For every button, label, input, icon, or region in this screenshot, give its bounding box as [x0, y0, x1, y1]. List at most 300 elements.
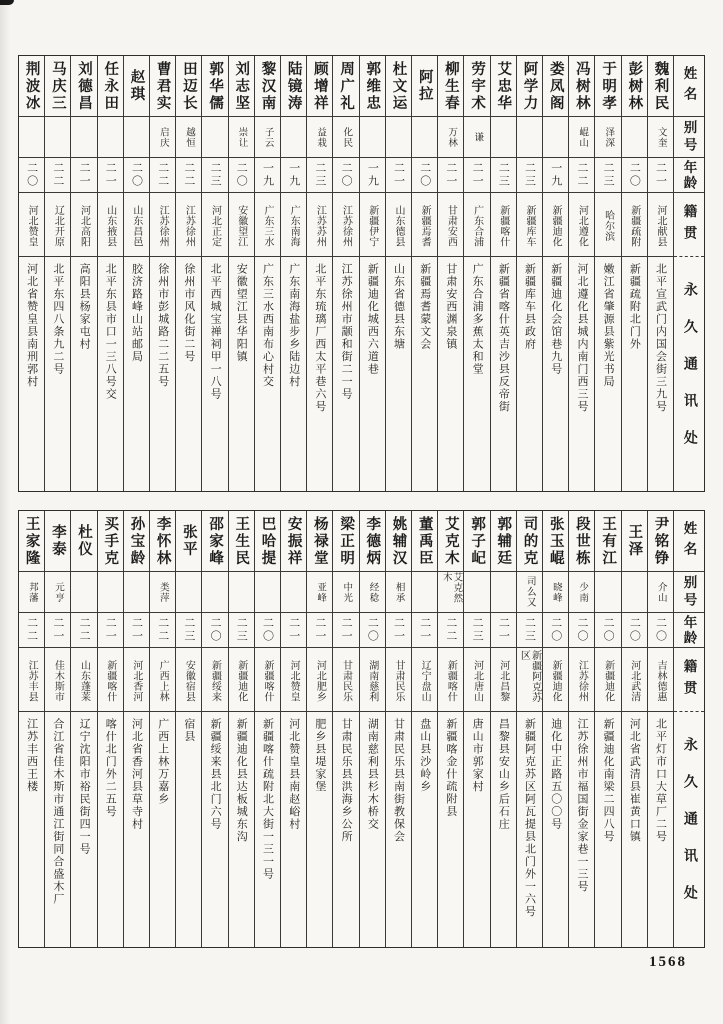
origin-cell [202, 193, 227, 257]
person-address: 江苏徐州市颛和街二一号 [340, 263, 353, 401]
person-age: 二〇 [130, 162, 143, 188]
address-cell [71, 257, 96, 491]
entry-column [594, 511, 620, 947]
person-alias: 崐山 [577, 126, 588, 148]
entry-column [123, 511, 149, 947]
age-cell [569, 613, 594, 648]
age-cell [176, 158, 201, 193]
person-address: 广西上林万嘉乡 [156, 718, 169, 806]
address-cell [255, 712, 280, 947]
age-cell [98, 158, 123, 193]
address-cell [517, 712, 542, 947]
person-address: 江苏徐州市福国街金家巷一三号 [575, 718, 588, 893]
header-column [673, 56, 704, 491]
person-name: 张平 [180, 524, 197, 558]
person-address: 安徽望江县华阳镇 [235, 263, 248, 363]
entry-column [621, 511, 647, 947]
address-cell [98, 257, 123, 491]
person-name: 董禹臣 [416, 515, 433, 567]
person-name: 王家隆 [23, 515, 40, 567]
origin-cell [19, 648, 44, 712]
person-age: 二一 [130, 617, 143, 643]
person-name: 阿拉 [416, 69, 433, 103]
person-address: 新疆喀什疏附北大街一三一号 [261, 718, 274, 881]
name-cell [648, 56, 673, 117]
person-age: 二〇 [340, 162, 353, 188]
person-address: 宿县 [182, 718, 195, 743]
person-origin: 新疆迪化 [550, 659, 562, 702]
person-address: 新疆省喀什英吉沙县反帝街 [497, 263, 510, 413]
name-cell [464, 56, 489, 117]
alias-cell [648, 572, 673, 613]
alias-cell [543, 572, 568, 613]
person-alias: 万林 [446, 126, 457, 148]
origin-cell [595, 193, 620, 257]
person-address: 山东省德县东塘 [392, 263, 405, 351]
alias-cell [150, 572, 175, 613]
person-name: 于明孝 [600, 60, 617, 112]
person-age: 一九 [549, 162, 562, 188]
alias-cell [202, 117, 227, 158]
person-address: 河北省武清县崔黄口镇 [628, 718, 641, 843]
person-alias: 元亨 [53, 581, 64, 603]
age-cell [464, 613, 489, 648]
person-address: 徐州市风化街二号 [182, 263, 195, 363]
person-age: 二〇 [549, 617, 562, 643]
alias-cell [71, 572, 96, 613]
person-age: 二一 [471, 162, 484, 188]
person-name: 顾增祥 [311, 60, 328, 112]
entry-column [19, 511, 44, 947]
person-origin: 新疆迪化 [550, 204, 562, 247]
person-age: 二二 [575, 162, 588, 188]
origin-cell [45, 193, 70, 257]
age-cell [595, 613, 620, 648]
person-origin: 新疆喀什 [261, 659, 273, 702]
person-name: 尹铭铮 [652, 515, 669, 567]
name-cell [176, 511, 201, 572]
person-age: 二三 [471, 617, 484, 643]
origin-cell [150, 648, 175, 712]
header-address-label: 永久通讯处 [681, 281, 697, 467]
alias-cell [464, 572, 489, 613]
name-cell [569, 56, 594, 117]
name-cell [45, 511, 70, 572]
origin-cell [124, 193, 149, 257]
alias-cell [19, 572, 44, 613]
scan-edge-shadow [0, 0, 10, 1024]
age-cell [543, 613, 568, 648]
name-cell [438, 56, 463, 117]
age-cell [71, 613, 96, 648]
name-cell [360, 511, 385, 572]
person-address: 北平东琉璃厂西太平巷六号 [313, 263, 326, 413]
age-cell [202, 158, 227, 193]
header-address-label: 永久通讯处 [681, 737, 697, 922]
age-cell [517, 158, 542, 193]
person-alias: 类萍 [157, 581, 168, 603]
origin-cell [202, 648, 227, 712]
person-age: 二三 [602, 162, 615, 188]
address-cell [386, 712, 411, 947]
name-cell [71, 511, 96, 572]
entry-column [490, 511, 516, 947]
person-name: 阿学力 [521, 60, 538, 112]
person-address: 高阳县杨家屯村 [78, 263, 91, 351]
address-cell [386, 257, 411, 491]
person-name: 刘志坚 [233, 60, 250, 112]
origin-cell [176, 648, 201, 712]
name-cell [255, 511, 280, 572]
person-address: 江苏丰西王楼 [25, 718, 38, 793]
address-cell [595, 712, 620, 947]
person-alias: 子云 [262, 126, 273, 148]
person-origin: 新疆伊宁 [366, 204, 378, 247]
person-name: 黎汉南 [259, 60, 276, 112]
age-cell [45, 158, 70, 193]
entry-column [647, 56, 673, 491]
name-cell [464, 511, 489, 572]
person-name: 邵家峰 [207, 515, 224, 567]
header-age-cell [674, 158, 704, 193]
name-cell [124, 511, 149, 572]
origin-cell [464, 193, 489, 257]
name-cell [307, 511, 332, 572]
origin-cell [281, 648, 306, 712]
age-cell [333, 158, 358, 193]
person-alias: 启庆 [157, 126, 168, 148]
person-origin: 河北武清 [628, 659, 640, 702]
name-cell [386, 56, 411, 117]
age-cell [595, 158, 620, 193]
entry-column [332, 511, 358, 947]
entry-column [437, 56, 463, 491]
address-cell [412, 712, 437, 947]
entry-column [19, 56, 44, 491]
person-age: 二二 [444, 617, 457, 643]
person-alias: 谦 [472, 131, 483, 143]
person-age: 二三 [182, 617, 195, 643]
address-cell [19, 712, 44, 947]
person-name: 孙宝龄 [128, 515, 145, 567]
origin-cell [360, 193, 385, 257]
person-name: 梁正明 [338, 515, 355, 567]
person-name: 安振祥 [285, 515, 302, 567]
person-address: 甘肃民乐县南街教保会 [392, 718, 405, 843]
person-origin: 山东德县 [392, 204, 404, 247]
entry-column [175, 511, 201, 947]
entry-column [280, 56, 306, 491]
person-alias: 邦藩 [26, 581, 37, 603]
origin-cell [19, 193, 44, 257]
address-cell [124, 712, 149, 947]
alias-cell [281, 117, 306, 158]
entry-column [542, 511, 568, 947]
person-origin: 江苏徐州 [183, 204, 195, 247]
person-origin: 湖南慈利 [366, 659, 378, 702]
address-cell [543, 712, 568, 947]
address-cell [307, 712, 332, 947]
age-cell [281, 158, 306, 193]
address-cell [569, 712, 594, 947]
person-name: 杜文运 [390, 60, 407, 112]
entry-column [44, 56, 70, 491]
origin-cell [229, 648, 254, 712]
person-name: 彭树林 [626, 60, 643, 112]
person-origin: 新疆喀什 [445, 659, 457, 702]
person-age: 二〇 [235, 162, 248, 188]
name-cell [150, 56, 175, 117]
alias-cell [595, 572, 620, 613]
address-cell [150, 257, 175, 491]
person-origin: 新疆迪化 [235, 659, 247, 702]
person-age: 二二 [182, 162, 195, 188]
name-cell [622, 56, 647, 117]
origin-cell [491, 648, 516, 712]
address-cell [307, 257, 332, 491]
person-name: 段世栋 [573, 515, 590, 567]
alias-cell [124, 572, 149, 613]
page-number: 1568 [649, 954, 687, 970]
address-cell [491, 712, 516, 947]
age-cell [229, 613, 254, 648]
person-name: 冯树林 [573, 60, 590, 112]
person-address: 辽宁沈阳市裕民街四一号 [78, 718, 91, 856]
origin-cell [386, 193, 411, 257]
age-cell [360, 158, 385, 193]
person-age: 二一 [51, 617, 64, 643]
person-name: 买手克 [102, 515, 119, 567]
header-address-cell [674, 257, 704, 491]
origin-cell [569, 193, 594, 257]
alias-cell [281, 572, 306, 613]
name-cell [595, 511, 620, 572]
alias-cell [491, 117, 516, 158]
header-alias-label: 别号 [681, 119, 697, 155]
alias-cell [71, 117, 96, 158]
address-cell [176, 712, 201, 947]
person-address: 徐州市彭城路二二五号 [156, 263, 169, 388]
entry-column [516, 511, 542, 947]
entry-column [228, 511, 254, 947]
name-cell [71, 56, 96, 117]
person-name: 王有江 [600, 515, 617, 567]
age-cell [19, 613, 44, 648]
person-name: 李怀林 [154, 515, 171, 567]
name-cell [281, 56, 306, 117]
person-address: 甘肃民乐县洪海乡公所 [340, 718, 353, 843]
origin-cell [648, 648, 673, 712]
age-cell [412, 158, 437, 193]
name-cell [307, 56, 332, 117]
person-origin: 新疆绥来 [209, 659, 221, 702]
person-alias: 相承 [393, 581, 404, 603]
person-address: 迪化中正路五〇〇号 [549, 718, 562, 831]
person-age: 二二 [156, 617, 169, 643]
age-cell [491, 613, 516, 648]
person-alias: 益栽 [315, 126, 326, 148]
person-address: 北平灯市口大草厂二号 [654, 718, 667, 843]
name-cell [517, 56, 542, 117]
header-name-label: 姓名 [681, 520, 697, 562]
person-address: 甘肃安西渊泉镇 [444, 263, 457, 351]
person-age: 二〇 [602, 617, 615, 643]
person-origin: 辽宁盘山 [419, 659, 431, 702]
person-origin: 哈尔滨 [602, 209, 614, 242]
entry-column [490, 56, 516, 491]
age-cell [176, 613, 201, 648]
person-alias: 晓峰 [550, 581, 561, 603]
person-alias: 越恒 [184, 126, 195, 148]
origin-cell [307, 648, 332, 712]
origin-cell [622, 193, 647, 257]
age-cell [124, 613, 149, 648]
header-origin-cell [674, 193, 704, 257]
person-address: 新疆迪化城西六道巷 [366, 263, 379, 376]
alias-cell [333, 572, 358, 613]
address-cell [464, 712, 489, 947]
entry-column [44, 511, 70, 947]
name-cell [281, 511, 306, 572]
age-cell [464, 158, 489, 193]
age-cell [307, 613, 332, 648]
alias-cell [255, 117, 280, 158]
person-alias: 经稔 [367, 581, 378, 603]
person-alias: 崇让 [236, 126, 247, 148]
person-name: 荆波冰 [23, 60, 40, 112]
person-address: 北平西城宝禅祠甲一八号 [209, 263, 222, 401]
header-age-cell [674, 613, 704, 648]
person-origin: 佳木斯市 [52, 659, 64, 702]
alias-cell [464, 117, 489, 158]
person-address: 昌黎县安山乡后石庄 [497, 718, 510, 831]
alias-cell [386, 572, 411, 613]
age-cell [569, 158, 594, 193]
person-name: 娄凤阁 [547, 60, 564, 112]
age-cell [622, 613, 647, 648]
alias-cell [307, 572, 332, 613]
alias-cell [438, 572, 463, 613]
person-age: 二〇 [575, 617, 588, 643]
person-alias: 中光 [341, 581, 352, 603]
person-address: 北平东四八条九二号 [51, 263, 64, 376]
entry-column [149, 511, 175, 947]
alias-cell [412, 572, 437, 613]
alias-cell [648, 117, 673, 158]
origin-cell [464, 648, 489, 712]
person-origin: 广东三水 [261, 204, 273, 247]
person-origin: 新疆疏附 [628, 204, 640, 247]
address-cell [150, 712, 175, 947]
entry-column [306, 511, 332, 947]
origin-cell [71, 648, 96, 712]
alias-cell [150, 117, 175, 158]
person-age: 一九 [261, 162, 274, 188]
person-name: 郭维忠 [364, 60, 381, 112]
address-cell [98, 712, 123, 947]
address-cell [360, 712, 385, 947]
entry-column [149, 56, 175, 491]
name-cell [19, 56, 44, 117]
origin-cell [45, 648, 70, 712]
person-age: 二三 [523, 617, 536, 643]
age-cell [71, 158, 96, 193]
person-alias: 亚峰 [315, 581, 326, 603]
person-address: 胶济路峰山站邮局 [130, 263, 143, 363]
name-cell [255, 56, 280, 117]
origin-cell [124, 648, 149, 712]
alias-cell [98, 117, 123, 158]
person-origin: 河北肥乡 [314, 659, 326, 702]
alias-cell [569, 572, 594, 613]
alias-cell [622, 117, 647, 158]
alias-cell [412, 117, 437, 158]
person-origin: 河北高阳 [78, 204, 90, 247]
name-cell [517, 511, 542, 572]
person-age: 二一 [392, 617, 405, 643]
name-cell [360, 56, 385, 117]
age-cell [281, 613, 306, 648]
origin-cell [255, 648, 280, 712]
person-origin: 新疆库车 [523, 204, 535, 247]
entry-column [201, 511, 227, 947]
age-cell [202, 613, 227, 648]
person-address: 新疆迪化县达板城东沟 [235, 718, 248, 843]
age-cell [255, 158, 280, 193]
person-origin: 山东掖县 [104, 204, 116, 247]
person-name: 郭子屺 [469, 515, 486, 567]
age-cell [543, 158, 568, 193]
address-cell [333, 257, 358, 491]
name-cell [150, 511, 175, 572]
person-origin: 河北遵化 [576, 204, 588, 247]
person-age: 二〇 [261, 617, 274, 643]
alias-cell [622, 572, 647, 613]
alias-cell [360, 572, 385, 613]
person-age: 二三 [313, 162, 326, 188]
age-cell [19, 158, 44, 193]
person-address: 河北遵化县城内南门西三号 [575, 263, 588, 413]
person-age: 二三 [497, 162, 510, 188]
origin-cell [648, 193, 673, 257]
alias-cell [360, 117, 385, 158]
entry-column [228, 56, 254, 491]
person-origin: 河北昌黎 [497, 659, 509, 702]
origin-cell [412, 648, 437, 712]
address-cell [360, 257, 385, 491]
header-name-cell [674, 56, 704, 117]
age-cell [360, 613, 385, 648]
person-origin: 新疆焉耆 [419, 204, 431, 247]
address-cell [202, 257, 227, 491]
address-cell [622, 712, 647, 947]
alias-cell [595, 117, 620, 158]
person-address: 喀什北门外二五号 [104, 718, 117, 818]
person-origin: 新疆迪化 [602, 659, 614, 702]
person-age: 二〇 [418, 162, 431, 188]
entry-column [568, 511, 594, 947]
address-cell [543, 257, 568, 491]
person-name: 郭辅廷 [495, 515, 512, 567]
person-origin: 甘肃民乐 [340, 659, 352, 702]
address-cell [281, 712, 306, 947]
person-alias: 泽深 [603, 126, 614, 148]
name-cell [333, 511, 358, 572]
person-origin: 江苏徐州 [340, 204, 352, 247]
origin-cell [150, 193, 175, 257]
origin-cell [438, 193, 463, 257]
origin-cell [307, 193, 332, 257]
